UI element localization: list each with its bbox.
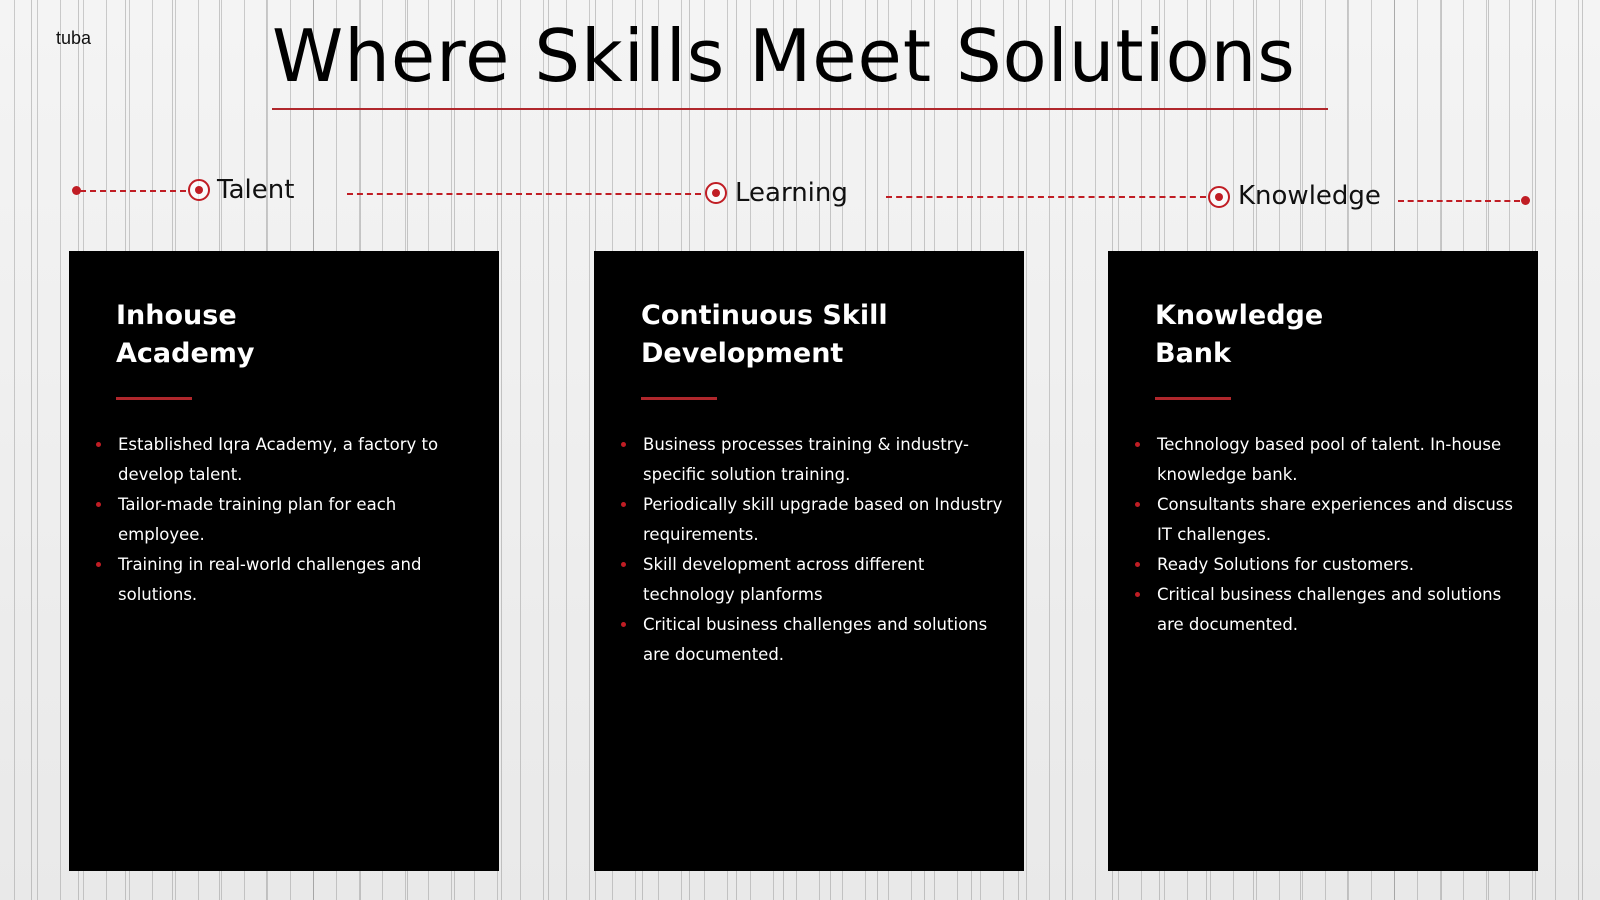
bullet-item: Critical business challenges and solutions are documented. xyxy=(641,610,1011,670)
bullet-item: Critical business challenges and solutions are documented. xyxy=(1155,580,1525,640)
bullet-item: Ready Solutions for customers. xyxy=(1155,550,1525,580)
card-title-line: Academy xyxy=(116,338,255,369)
bullet-item: Tailor-made training plan for each employee. xyxy=(116,490,486,550)
bullet-item: Consultants share experiences and discuss IT challenges. xyxy=(1155,490,1525,550)
bullet-item: Training in real-world challenges and solutions. xyxy=(116,550,486,610)
timeline-marker-learning xyxy=(705,182,727,204)
bullet-list xyxy=(1155,430,1525,640)
title-underline xyxy=(272,108,1328,110)
timeline-marker-talent xyxy=(188,179,210,201)
bullet-item: Business processes training & industry-specific solution training. xyxy=(641,430,1011,490)
timeline-label-talent: Talent xyxy=(217,175,295,205)
timeline-marker-knowledge xyxy=(1208,186,1230,208)
bullet-item: Periodically skill upgrade based on Industry requirements. xyxy=(641,490,1011,550)
timeline-segment xyxy=(80,190,186,192)
timeline-segment xyxy=(1398,200,1520,202)
bullet-item: Skill development across different technology planforms xyxy=(641,550,1011,610)
timeline-end-dot xyxy=(1521,196,1530,205)
page-title: Where Skills Meet Solutions xyxy=(272,14,1296,98)
bullet-item: Established Iqra Academy, a factory to develop talent. xyxy=(116,430,486,490)
card-title-line: Inhouse xyxy=(116,300,237,331)
card-title-line: Bank xyxy=(1155,338,1231,369)
card-title-line: Development xyxy=(641,338,844,369)
card-title-underline xyxy=(116,397,192,400)
card-title xyxy=(116,297,456,373)
card-title-underline xyxy=(641,397,717,400)
bullet-item: Technology based pool of talent. In-house knowledge bank. xyxy=(1155,430,1525,490)
card-knowledge-bank xyxy=(1108,251,1538,871)
bullet-list xyxy=(641,430,1011,670)
card-title xyxy=(1155,297,1495,373)
card-title xyxy=(641,297,981,373)
card-title-line: Continuous Skill xyxy=(641,300,888,331)
bullet-list xyxy=(116,430,486,610)
card-title-underline xyxy=(1155,397,1231,400)
card-inhouse-academy xyxy=(69,251,499,871)
timeline-segment xyxy=(886,196,1206,198)
timeline-segment xyxy=(347,193,701,195)
brand-name: tuba xyxy=(56,28,92,48)
timeline-label-learning: Learning xyxy=(735,178,848,208)
card-title-line: Knowledge xyxy=(1155,300,1324,331)
timeline-label-knowledge: Knowledge xyxy=(1238,181,1381,211)
card-continuous-skill-development xyxy=(594,251,1024,871)
